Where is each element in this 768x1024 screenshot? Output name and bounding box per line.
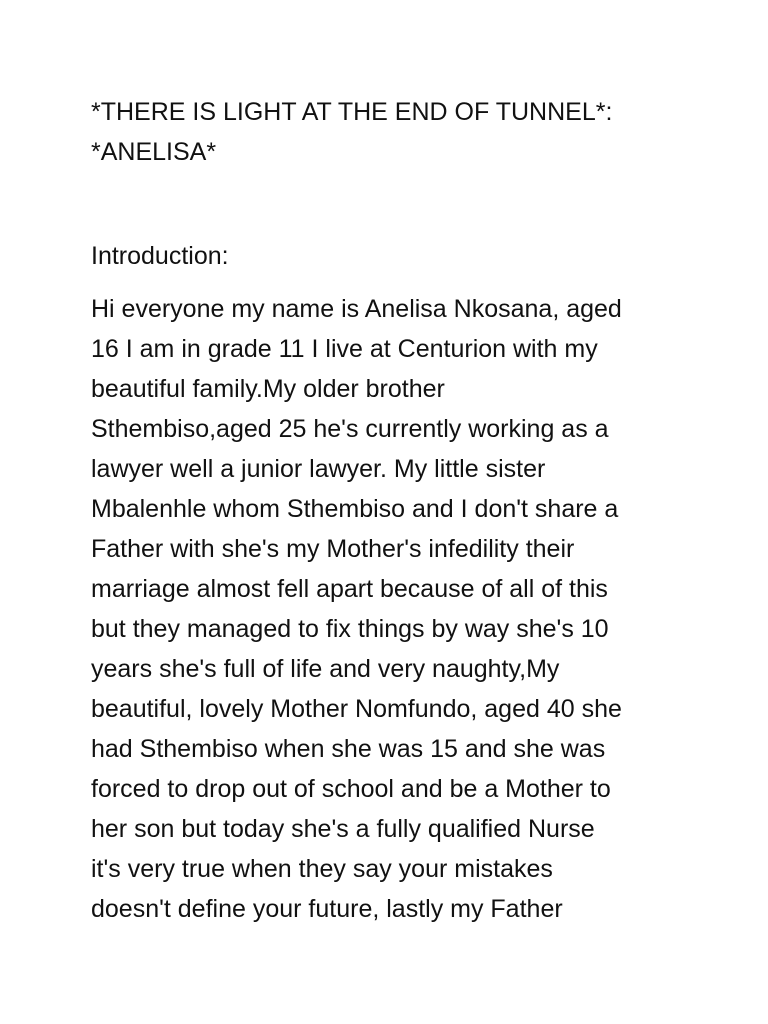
body-line: 16 I am in grade 11 I live at Centurion with my [91, 335, 598, 363]
body-line: lawyer well a junior lawyer. My little sister [91, 455, 546, 483]
title-line: *ANELISA* [91, 138, 217, 166]
body-line: beautiful family.My older brother [91, 375, 445, 403]
body-line: but they managed to fix things by way she's 10 [91, 615, 609, 643]
body-line: Mbalenhle whom Sthembiso and I don't share a [91, 495, 619, 523]
body-line: her son but today she's a fully qualified Nurse [91, 815, 595, 843]
body-line: forced to drop out of school and be a Mother to [91, 775, 611, 803]
title-line: *THERE IS LIGHT AT THE END OF TUNNEL*: [91, 98, 613, 126]
body-line: had Sthembiso when she was 15 and she was [91, 735, 606, 763]
body-line: Hi everyone my name is Anelisa Nkosana, aged [91, 295, 622, 323]
body-line: marriage almost fell apart because of all of this [91, 575, 608, 603]
body-line: doesn't define your future, lastly my Father [91, 895, 563, 923]
body-line: Father with she's my Mother's infedility their [91, 535, 575, 563]
story-title [91, 92, 612, 172]
body-paragraph [91, 289, 691, 929]
body-line: years she's full of life and very naughty,My [91, 655, 560, 683]
body-line: beautiful, lovely Mother Nomfundo, aged 40 she [91, 695, 622, 723]
body-line: it's very true when they say your mistakes [91, 855, 553, 883]
body-line: Sthembiso,aged 25 he's currently working as a [91, 415, 609, 443]
section-heading: Introduction: [91, 242, 229, 270]
